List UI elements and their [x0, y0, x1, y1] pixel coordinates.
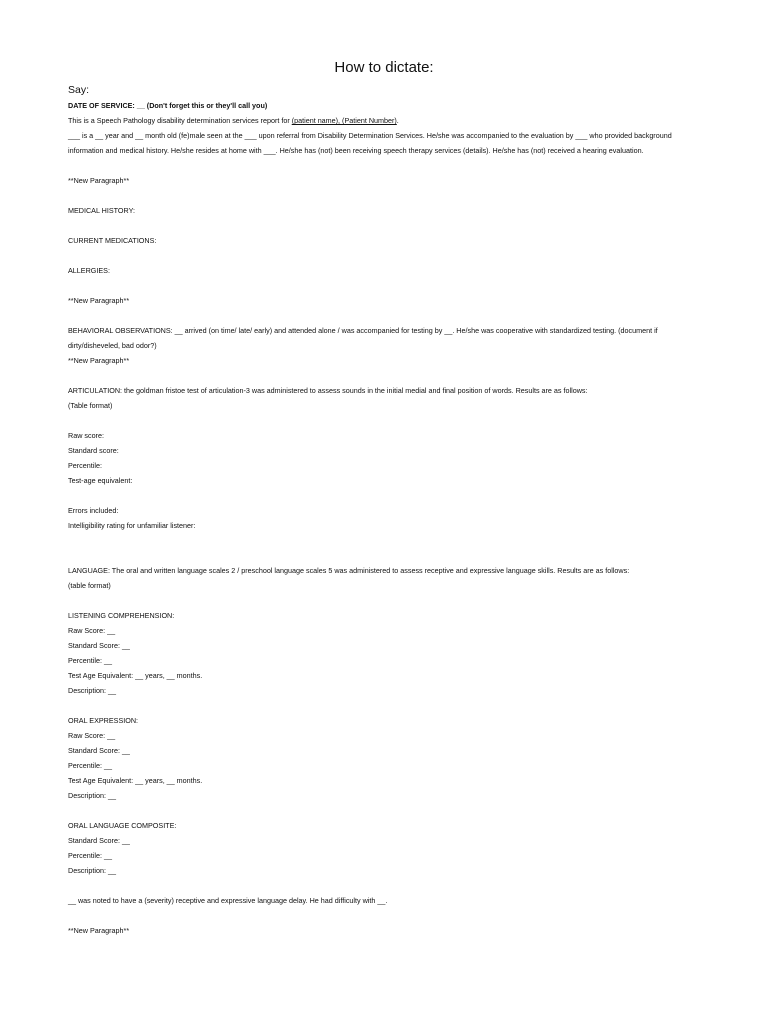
articulation-line: ARTICULATION: the goldman fristoe test of articulation-3 was administered to assess sounds in the initial medial and final position of words. Results are as follows:	[68, 386, 588, 395]
test-age-line: Test Age Equivalent: __ years, __ months.	[68, 776, 203, 785]
intro-end: .	[396, 116, 399, 125]
paragraph-line: information and medical history. He/she resides at home with ___. He/she has (not) been receiving speech therapy services (details). He/she has (not) received a hearing evaluation.	[68, 146, 644, 155]
new-paragraph-marker: **New Paragraph**	[68, 176, 130, 185]
standard-score-line: Standard Score: __	[68, 746, 130, 755]
intro-text: This is a Speech Pathology disability determination services report for	[68, 116, 292, 125]
page-title: How to dictate:	[334, 59, 434, 76]
description-line: Description: __	[68, 866, 116, 875]
raw-score-line: Raw Score: __	[68, 626, 116, 635]
section-heading-oral-language-composite: ORAL LANGUAGE COMPOSITE:	[68, 821, 177, 830]
behavioral-observations-line: dirty/disheveled, bad odor?)	[68, 341, 157, 350]
intelligibility-label: Intelligibility rating for unfamiliar listener:	[68, 521, 196, 530]
new-paragraph-marker: **New Paragraph**	[68, 926, 130, 935]
table-format-note: (table format)	[68, 581, 111, 590]
intro-line	[68, 113, 708, 128]
test-age-line: Test Age Equivalent: __ years, __ months.	[68, 671, 203, 680]
percentile-line: Percentile: __	[68, 656, 112, 665]
date-of-service-line: DATE OF SERVICE: __ (Don't forget this or they'll call you)	[68, 101, 268, 110]
standard-score-label: Standard score:	[68, 446, 119, 455]
percentile-line: Percentile: __	[68, 761, 112, 770]
percentile-label: Percentile:	[68, 461, 102, 470]
description-line: Description: __	[68, 791, 116, 800]
paragraph-line: ___ is a __ year and __ month old (fe)male seen at the ___ upon referral from Disability Determination Services. He/she was accompanied to the evaluation by ___ who provided background	[68, 131, 672, 140]
say-label: Say:	[68, 84, 90, 96]
section-heading-listening-comprehension: LISTENING COMPREHENSION:	[68, 611, 175, 620]
test-age-label: Test-age equivalent:	[68, 476, 133, 485]
patient-name-placeholder: (patient name), (Patient Number)	[291, 116, 397, 125]
standard-score-line: Standard Score: __	[68, 641, 130, 650]
section-heading-allergies: ALLERGIES:	[68, 266, 110, 275]
new-paragraph-marker: **New Paragraph**	[68, 296, 130, 305]
section-heading-medical-history: MEDICAL HISTORY:	[68, 206, 135, 215]
description-line: Description: __	[68, 686, 116, 695]
language-line: LANGUAGE: The oral and written language scales 2 / preschool language scales 5 was administered to assess receptive and expressive language skills. Results are as follows:	[68, 566, 630, 575]
raw-score-label: Raw score:	[68, 431, 104, 440]
errors-included-label: Errors included:	[68, 506, 119, 515]
new-paragraph-marker: **New Paragraph**	[68, 356, 130, 365]
section-heading-oral-expression: ORAL EXPRESSION:	[68, 716, 139, 725]
language-delay-line: __ was noted to have a (severity) receptive and expressive language delay. He had difficulty with __.	[68, 896, 388, 905]
standard-score-line: Standard Score: __	[68, 836, 130, 845]
raw-score-line: Raw Score: __	[68, 731, 116, 740]
behavioral-observations-line: BEHAVIORAL OBSERVATIONS: __ arrived (on time/ late/ early) and attended alone / was accompanied for testing by __. He/she was cooperative with standardized testing. (document if	[68, 326, 658, 335]
percentile-line: Percentile: __	[68, 851, 112, 860]
section-heading-current-medications: CURRENT MEDICATIONS:	[68, 236, 157, 245]
document-body	[68, 98, 708, 938]
table-format-note: (Table format)	[68, 401, 113, 410]
